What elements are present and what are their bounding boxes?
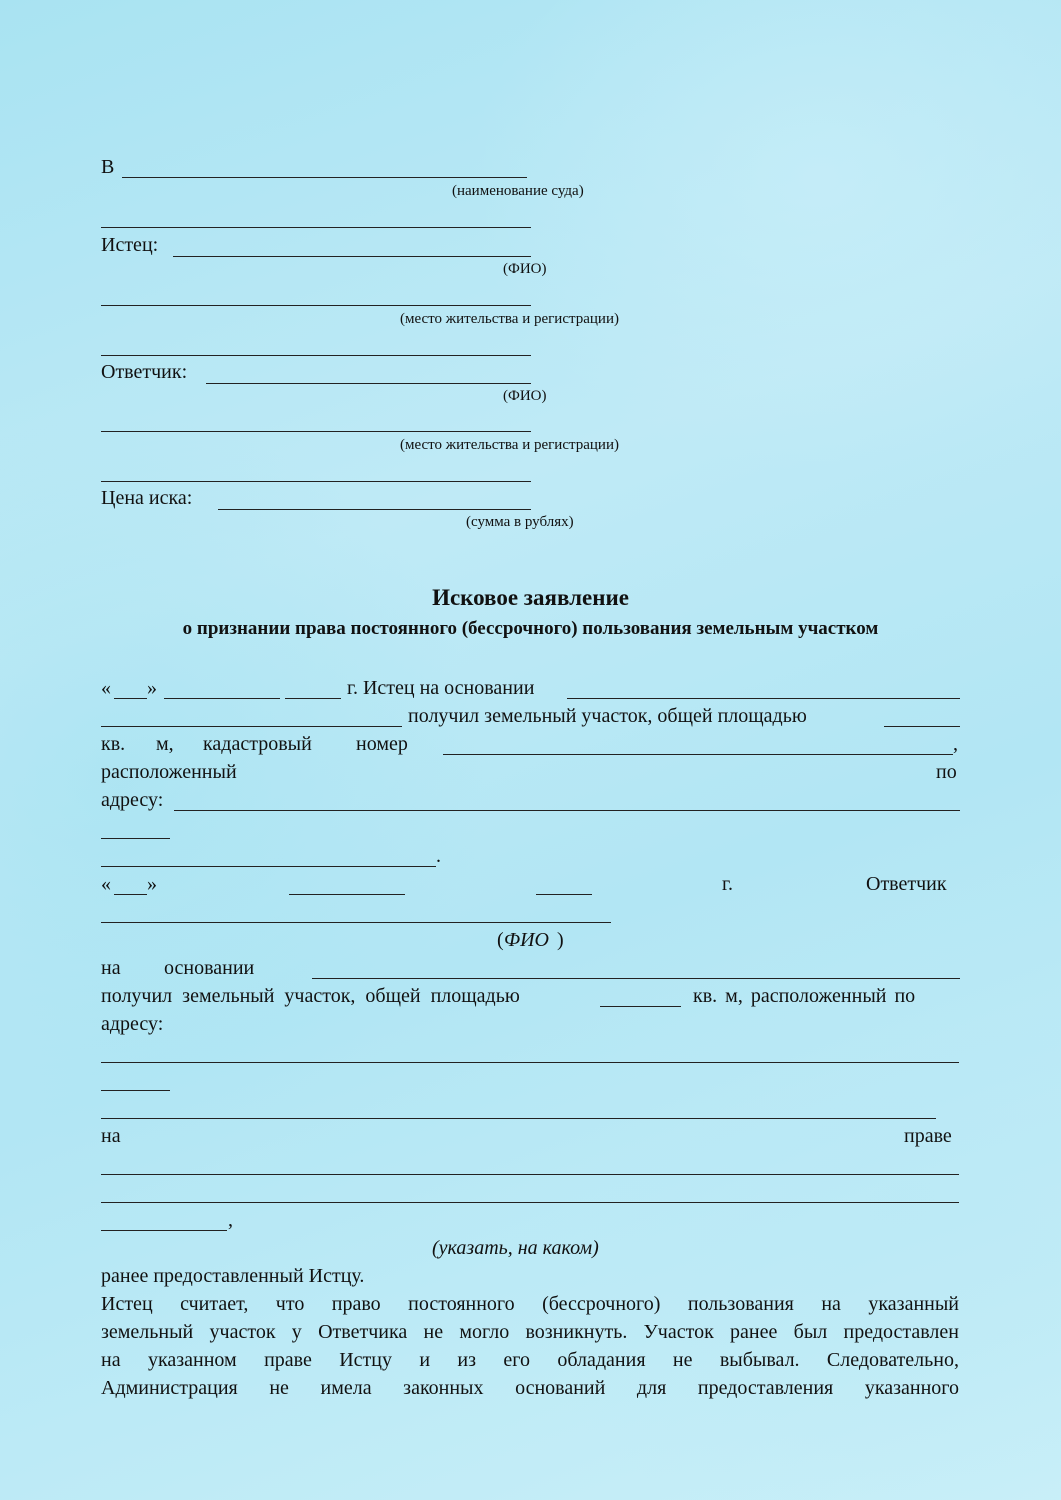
address-label: адресу: bbox=[101, 789, 164, 811]
paragraph-line-2: земельный участок у Ответчика не могло возникнуть. Участок ранее был предоставлен bbox=[101, 1321, 959, 1343]
court-name-line[interactable] bbox=[122, 177, 527, 178]
date-day-line[interactable] bbox=[114, 698, 147, 699]
right-type-line[interactable] bbox=[101, 1174, 959, 1175]
plot-area-line-2[interactable] bbox=[600, 1006, 681, 1007]
defendant-address-caption: (место жительства и регистрации) bbox=[400, 437, 619, 453]
defendant-label: Ответчик: bbox=[101, 361, 188, 383]
sum-caption: (сумма в рублях) bbox=[466, 514, 574, 530]
cadastral-text: кадастровый bbox=[203, 733, 312, 755]
paragraph-line-3: на указанном праве Истцу и из его обладания не выбывал. Следовательно, bbox=[101, 1349, 959, 1371]
specify-caption: (указать, на каком) bbox=[432, 1237, 599, 1259]
date2-quote-open: « bbox=[101, 873, 111, 895]
paragraph-line-1: Истец считает, что право постоянного (бессрочного) пользования на указанный bbox=[101, 1293, 959, 1315]
fio-paren-close: ) bbox=[557, 929, 564, 951]
date-year-line[interactable] bbox=[285, 698, 341, 699]
date-month-line[interactable] bbox=[164, 698, 280, 699]
located-text: расположенный bbox=[101, 761, 237, 783]
date2-quote-close: » bbox=[147, 873, 157, 895]
defendant-fio-body-line[interactable] bbox=[101, 922, 611, 923]
claim-price-line[interactable] bbox=[218, 509, 531, 510]
comma-text-2: , bbox=[228, 1209, 233, 1231]
fio-italic-caption: ФИО bbox=[504, 929, 549, 951]
plot-area-line[interactable] bbox=[884, 726, 960, 727]
plot-address-line-3[interactable] bbox=[101, 866, 436, 867]
document-title: Исковое заявление bbox=[432, 585, 629, 610]
court-caption: (наименование суда) bbox=[452, 183, 584, 199]
plot-address-line[interactable] bbox=[174, 810, 960, 811]
plot-address2-line-3[interactable] bbox=[101, 1118, 936, 1119]
na-text-2: на bbox=[101, 1125, 121, 1147]
plot-address2-line[interactable] bbox=[101, 1062, 959, 1063]
date2-day-line[interactable] bbox=[114, 894, 147, 895]
date2-year-line[interactable] bbox=[536, 894, 592, 895]
defendant-text: Ответчик bbox=[866, 873, 947, 895]
cadastral-number-line[interactable] bbox=[443, 754, 953, 755]
date-quote-open: « bbox=[101, 677, 111, 699]
defendant-basis-line[interactable] bbox=[312, 978, 960, 979]
plot-address-line-2[interactable] bbox=[101, 838, 170, 839]
received-plot-text: получил земельный участок, общей площадью bbox=[408, 705, 807, 727]
previously-text: ранее предоставленный Истцу. bbox=[101, 1265, 365, 1287]
court-prefix: В bbox=[101, 156, 115, 178]
plaintiff-address-line[interactable] bbox=[101, 305, 531, 306]
na-text: на bbox=[101, 957, 121, 979]
po-text: по bbox=[936, 761, 957, 783]
m-text: м, bbox=[156, 733, 174, 755]
plaintiff-address-line-2[interactable] bbox=[101, 355, 531, 356]
date2-month-line[interactable] bbox=[289, 894, 405, 895]
plaintiff-fio-caption: (ФИО) bbox=[503, 261, 547, 277]
kv-text: кв. bbox=[101, 733, 126, 755]
plaintiff-basis-line[interactable] bbox=[567, 698, 960, 699]
right-type-line-2[interactable] bbox=[101, 1202, 959, 1203]
plaintiff-label: Истец: bbox=[101, 234, 159, 256]
plaintiff-basis-line-2[interactable] bbox=[101, 726, 402, 727]
address-label-2: адресу: bbox=[101, 1013, 164, 1035]
year-suffix-text: г. bbox=[722, 873, 733, 895]
claim-price-label: Цена иска: bbox=[101, 487, 193, 509]
comma-text: , bbox=[953, 733, 958, 755]
defendant-fio-caption: (ФИО) bbox=[503, 388, 547, 404]
paragraph-line-4: Администрация не имела законных оснований для предоставления указанного bbox=[101, 1377, 959, 1399]
plaintiff-address-caption: (место жительства и регистрации) bbox=[400, 311, 619, 327]
defendant-address-line[interactable] bbox=[101, 431, 531, 432]
plot-address2-line-2[interactable] bbox=[101, 1090, 170, 1091]
received-plot-text-2: получил земельный участок, общей площадью bbox=[101, 985, 520, 1007]
date-quote-close: » bbox=[147, 677, 157, 699]
period-text: . bbox=[436, 845, 441, 867]
defendant-fio-line[interactable] bbox=[206, 383, 531, 384]
document-subtitle: о признании права постоянного (бессрочного) пользования земельным участком bbox=[182, 618, 879, 639]
right-text: праве bbox=[904, 1125, 952, 1147]
court-name-line-2[interactable] bbox=[101, 227, 531, 228]
basis-text: основании bbox=[164, 957, 255, 979]
plaintiff-fio-line[interactable] bbox=[173, 256, 531, 257]
kv-m-located-text: кв. м, расположенный по bbox=[693, 985, 916, 1007]
right-type-line-3[interactable] bbox=[101, 1230, 227, 1231]
plaintiff-basis-text: г. Истец на основании bbox=[347, 677, 535, 699]
defendant-address-line-2[interactable] bbox=[101, 481, 531, 482]
fio-paren-open: ( bbox=[497, 929, 504, 951]
number-text: номер bbox=[356, 733, 408, 755]
